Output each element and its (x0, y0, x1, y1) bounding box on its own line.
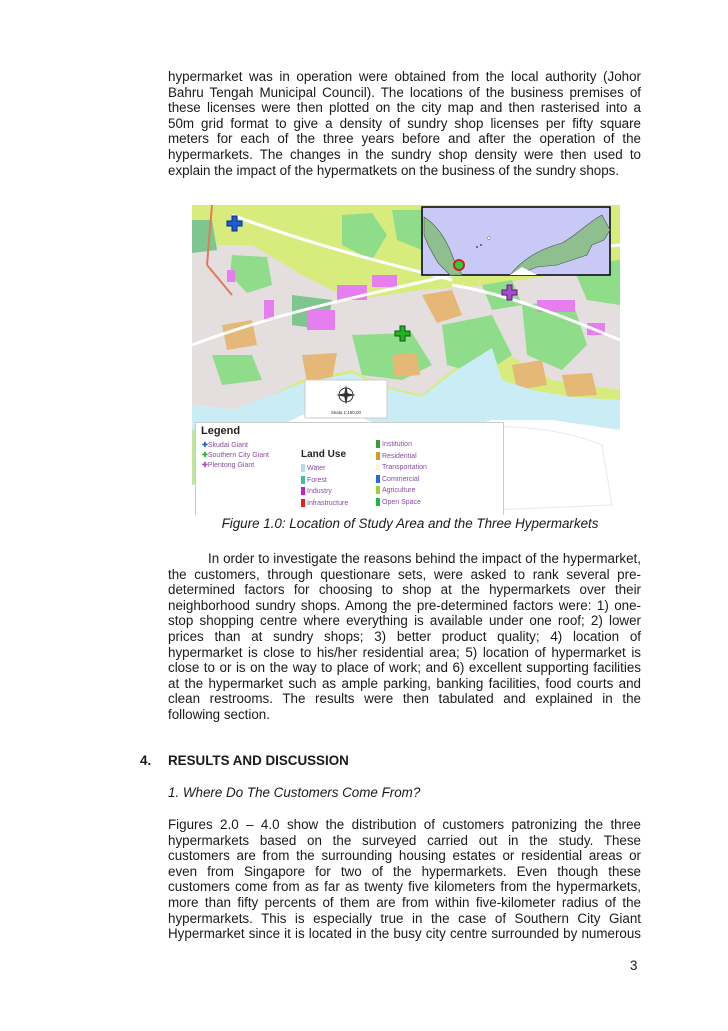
swatch-water (301, 464, 305, 472)
legend-item-open-space: Open Space (376, 497, 427, 509)
figure-caption: Figure 1.0: Location of Study Area and the Three Hypermarkets (221, 516, 599, 531)
page-number: 3 (630, 958, 638, 973)
text-line: close to or is on the way to place of work; and 6) excellent supporting facilities (168, 660, 641, 676)
text-line: hypermarkets based on the surveyed carried out in the study. These (168, 832, 641, 848)
legend-item-agriculture: Agriculture (376, 485, 427, 497)
text-line: these licenses were then plotted on the city map and then rasterised into a (168, 100, 641, 116)
section-number: 4. (140, 753, 152, 768)
legend-item-southern-city: ✚Southern City Giant (202, 452, 269, 459)
text-line: Figures 2.0 – 4.0 show the distribution of customers patronizing the three (168, 817, 641, 832)
plus-marker-icon: ✚ (202, 452, 208, 459)
text-line: hypermarket is close to his/her residential area; 5) location of hypermarket is (168, 644, 641, 660)
text-line: In order to investigate the reasons behind the impact of the hypermarket, (208, 551, 641, 566)
swatch-institution (376, 440, 380, 448)
text-line: customers come from as far as twenty five kilometers from the hypermarkets, (168, 879, 641, 895)
text-line: stop shopping centre where everything is available under one roof; 2) lower (168, 613, 641, 629)
legend-item-skudai: ✚Skudai Giant (202, 442, 248, 449)
swatch-open-space (376, 498, 380, 506)
swatch-residential (376, 452, 380, 460)
map-legend (195, 422, 504, 515)
text-line: prices than at sundry shops; 3) better product quality; 4) location of (168, 628, 641, 644)
map-scale-text: Skala 1:150,00 (330, 410, 362, 415)
text-line: neighborhood sundry shops. Among the pre-determined factors were: 1) one- (168, 597, 641, 613)
inset-map-malaysia (422, 207, 610, 275)
legend-item-plentong: ✚Plentong Giant (202, 462, 255, 469)
text-line: determined factors for choosing to shop at the hypermarkets over their (168, 582, 641, 598)
swatch-industry (301, 487, 305, 495)
legend-item-forest: Forest (301, 475, 348, 487)
plus-marker-icon: ✚ (202, 462, 208, 469)
subsection-heading: 1. Where Do The Customers Come From? (168, 785, 421, 800)
swatch-forest (301, 476, 305, 484)
legend-item-transportation: Transportation (376, 462, 427, 474)
text-line: clean restrooms. The results were then tabulated and explained in the (168, 691, 641, 707)
swatch-commercial (376, 475, 380, 483)
text-line: Hypermarket since it is located in the busy city centre surrounded by numerous (168, 926, 641, 942)
text-line: the customers, through questionare sets, were asked to rank several pre- (168, 566, 641, 582)
text-line: customers are from the surrounding housing estates or residential areas or (168, 848, 641, 864)
paragraph-survey-factors (168, 551, 641, 723)
swatch-infrastructure (301, 499, 305, 507)
plus-marker-icon: ✚ (202, 442, 208, 449)
land-use-title: Land Use (301, 449, 347, 460)
text-line: more than fifty percents of them are from within five-kilometer radius of the (168, 894, 641, 910)
text-line: Bahru Tengah Municipal Council). The locations of the business premises of (168, 84, 641, 100)
text-line: hypermarkets. This is especially true in the case of Southern City Giant (168, 910, 641, 926)
legend-item-infrastructure: Infrastructure (301, 498, 348, 510)
legend-item-residential: Residential (376, 451, 427, 463)
text-line: 50m grid format to give a density of sundry shop licenses per fifty square (168, 115, 641, 131)
legend-item-water: Water (301, 463, 348, 475)
paragraph-customer-distribution (168, 817, 641, 942)
text-line: explain the impact of the hypermatkets on the business of the sundry shops. (168, 162, 620, 178)
text-line: even from Singapore for two of the hypermarkets. Even though these (168, 863, 641, 879)
section-title: RESULTS AND DISCUSSION (168, 753, 349, 768)
legend-item-commercial: Commercial (376, 474, 427, 486)
legend-title: Legend (201, 425, 241, 437)
legend-item-industry: Industry (301, 486, 348, 498)
text-line: following section. (168, 706, 270, 722)
text-line: hypermarket was in operation were obtained from the local authority (Johor (168, 69, 641, 84)
text-line: hypermarkets. The changes in the sundry shop density were then used to (168, 146, 641, 162)
text-line: at the hypermarket such as ample parking, banking facilities, food courts and (168, 675, 641, 691)
swatch-transportation (376, 463, 380, 471)
compass-box (305, 380, 387, 418)
paragraph-methodology (168, 69, 641, 178)
swatch-agriculture (376, 486, 380, 494)
study-area-map-figure (192, 205, 620, 515)
legend-item-institution: Institution (376, 439, 427, 451)
text-line: meters for each of the three years before and after the operation of the (168, 131, 641, 147)
